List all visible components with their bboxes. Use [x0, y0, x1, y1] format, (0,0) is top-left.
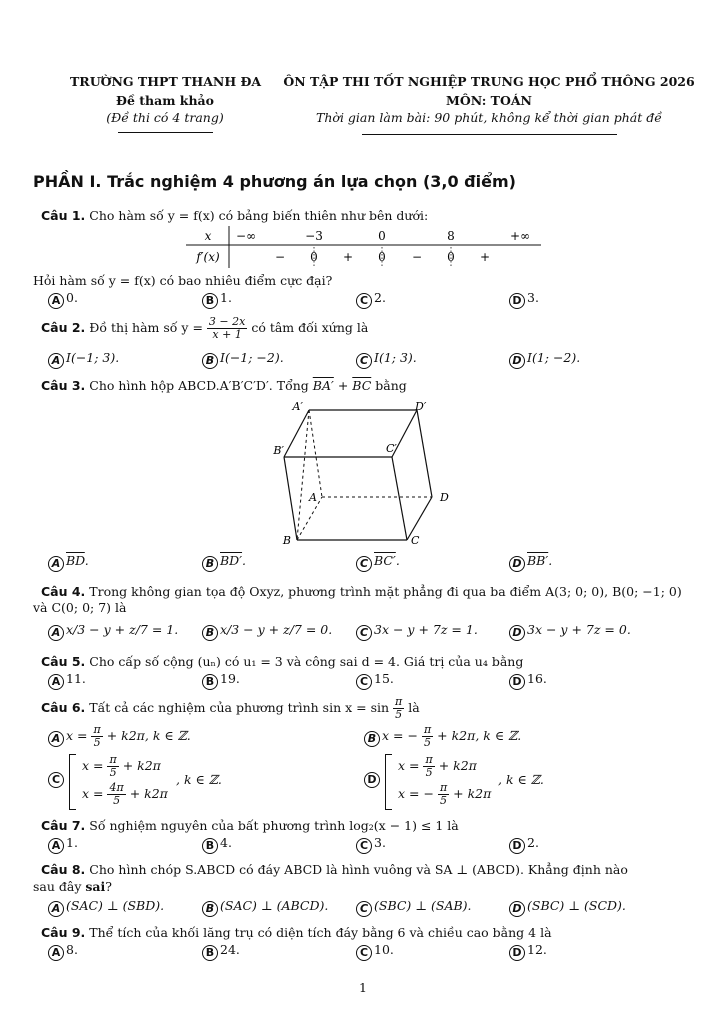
q9-option-c-text: 10.	[374, 942, 394, 957]
vt-sign-1: −	[274, 250, 286, 264]
q5-option-d[interactable]	[509, 671, 547, 690]
q5-option-d-text: 16.	[527, 671, 547, 686]
q6-c-frac-1	[107, 754, 118, 779]
vt-x-header: x	[204, 229, 212, 243]
q6-a-lhs: x =	[66, 728, 88, 743]
option-letter-b: B	[202, 838, 218, 854]
option-letter-b: B	[202, 945, 218, 961]
q7-option-d-text: 2.	[527, 835, 539, 850]
q7-text: Số nghiệm nguyên của bất phương trình log₂(x − 1) ≤ 1 là	[89, 818, 459, 833]
option-letter-a: A	[48, 556, 64, 572]
q5-label: Câu 5.	[41, 654, 86, 669]
q6-d-bracket	[385, 754, 392, 810]
point-a-prime: A′	[292, 400, 303, 413]
q6-d-rest-1: + k2π	[438, 758, 477, 773]
q4-option-b-text: x/3 − y + z/7 = 0.	[220, 622, 333, 637]
option-letter-d: D	[364, 772, 380, 788]
q6-c-rest-2: + k2π	[129, 786, 168, 801]
q6-c-line-1	[82, 754, 161, 779]
q6-c-den-2: 5	[113, 794, 121, 807]
q3-vector-a: BA′	[312, 378, 334, 393]
q6-a-frac	[91, 724, 102, 749]
q1-option-a-text: 0.	[66, 290, 78, 305]
option-letter-b: B	[202, 901, 218, 917]
vt-x-neg-inf: −∞	[235, 229, 257, 243]
q4-option-a[interactable]	[48, 622, 178, 641]
option-letter-d: D	[509, 838, 525, 854]
q7-option-d[interactable]	[509, 835, 539, 854]
q8-option-b-text: (SAC) ⊥ (ABCD).	[220, 898, 329, 913]
q5-option-c-text: 15.	[374, 671, 394, 686]
vt-zero-3: 0	[447, 250, 455, 264]
point-c: C	[411, 534, 420, 547]
q5-option-b-text: 19.	[220, 671, 240, 686]
q6-d-line-2	[398, 782, 491, 807]
option-letter-c: C	[356, 625, 372, 641]
option-letter-c: C	[356, 901, 372, 917]
q8-option-b[interactable]	[202, 898, 328, 917]
q6-d-den-2: 5	[440, 794, 448, 807]
vt-x-pos-inf: +∞	[509, 229, 531, 243]
q6-d-num-1: π	[425, 753, 433, 766]
q2-frac-den: x + 1	[212, 328, 242, 341]
option-letter-b: B	[202, 674, 218, 690]
q8-option-d-text: (SBC) ⊥ (SCD).	[527, 898, 626, 913]
q6-d-lhs-1: x =	[398, 758, 420, 773]
q2-label: Câu 2.	[41, 320, 86, 335]
option-letter-d: D	[509, 556, 525, 572]
q1-question: Hỏi hàm số y = f(x) có bao nhiêu điểm cực đại?	[33, 273, 333, 288]
q7-option-b[interactable]	[202, 835, 232, 854]
question-7	[41, 818, 459, 833]
q8-option-a[interactable]	[48, 898, 164, 917]
q6-a-num: π	[93, 723, 101, 736]
question-8	[41, 862, 628, 877]
q5-text: Cho cấp số cộng (uₙ) có u₁ = 3 và công sai d = 4. Giá trị của u₄ bằng	[89, 654, 524, 669]
q6-option-c[interactable]	[48, 752, 308, 812]
q6-b-frac	[422, 724, 433, 749]
q9-option-b[interactable]	[202, 942, 240, 961]
q6-c-suffix: , k ∈ ℤ.	[176, 772, 222, 787]
option-letter-b: B	[364, 731, 380, 747]
q2-option-a[interactable]	[48, 350, 119, 369]
question-6	[41, 696, 420, 721]
q6-a-den: 5	[93, 736, 101, 749]
q3-text-a: Cho hình hộp ABCD.A′B′C′D′. Tổng	[89, 378, 309, 393]
q6-c-rest-1: + k2π	[122, 758, 161, 773]
q8-option-a-text: (SAC) ⊥ (SBD).	[66, 898, 165, 913]
q8-text-2-bold: sai	[85, 879, 106, 894]
q2-option-c[interactable]	[356, 350, 417, 369]
q3-option-b[interactable]: B BD′.	[202, 553, 246, 572]
q8-text-2-b: ?	[105, 879, 112, 894]
q9-option-b-text: 24.	[220, 942, 240, 957]
header-right-rule	[362, 134, 617, 135]
option-letter-d: D	[509, 293, 525, 309]
q6-option-a[interactable]	[48, 724, 191, 749]
option-letter-d: D	[509, 674, 525, 690]
q4-label: Câu 4.	[41, 584, 86, 599]
q1-option-d-text: 3.	[527, 290, 539, 305]
school-name: TRƯỜNG THPT THANH ĐA	[70, 74, 262, 89]
q9-option-d[interactable]	[509, 942, 547, 961]
vt-x-eight: 8	[447, 229, 455, 243]
q5-option-b[interactable]	[202, 671, 240, 690]
option-letter-c: C	[356, 293, 372, 309]
q6-fraction	[393, 696, 404, 721]
q8-label: Câu 8.	[41, 862, 86, 877]
q6-d-frac-2	[438, 782, 449, 807]
q1-option-d[interactable]	[509, 290, 539, 309]
q8-text-2	[33, 879, 112, 894]
q7-option-c[interactable]	[356, 835, 386, 854]
q6-frac-num: π	[395, 695, 403, 708]
q6-b-lhs: x = −	[382, 728, 418, 743]
q6-d-lhs-2: x = −	[398, 786, 434, 801]
q6-c-line-2	[82, 782, 168, 807]
q6-c-lhs-2: x =	[82, 786, 104, 801]
q6-b-den: 5	[424, 736, 432, 749]
q4-text: Trong không gian tọa độ Oxyz, phương trình mặt phẳng đi qua ba điểm A(3; 0; 0), B(0; −1; 0)	[89, 584, 682, 599]
option-letter-b: B	[202, 625, 218, 641]
option-letter-a: A	[48, 731, 64, 747]
q3-option-c-text: BC′	[374, 553, 396, 568]
subject: MÔN: TOÁN	[446, 93, 532, 108]
q4-option-c-text: 3x − y + 7z = 1.	[374, 622, 478, 637]
q1-text: Cho hàm số y = f(x) có bảng biến thiên như bên dưới:	[89, 208, 429, 223]
q9-option-c[interactable]	[356, 942, 394, 961]
q9-text: Thể tích của khối lăng trụ có diện tích đáy bằng 6 và chiều cao bằng 4 là	[89, 925, 552, 940]
point-a: A	[309, 491, 317, 504]
q6-c-frac-2	[107, 782, 125, 807]
q4-option-c[interactable]	[356, 622, 478, 641]
option-letter-b: B	[202, 556, 218, 572]
option-letter-a: A	[48, 901, 64, 917]
q2-option-b-text: I(−1; −2).	[220, 350, 284, 365]
q8-option-d[interactable]	[509, 898, 626, 917]
option-letter-b: B	[202, 293, 218, 309]
q3-plus: +	[337, 378, 349, 393]
point-c-prime: C′	[386, 442, 397, 455]
q1-option-a[interactable]	[48, 290, 78, 309]
q6-c-den-1: 5	[109, 766, 117, 779]
q2-text-a: Đồ thị hàm số y =	[89, 320, 203, 335]
q1-option-b-text: 1.	[220, 290, 232, 305]
q7-option-c-text: 3.	[374, 835, 386, 850]
question-4	[41, 584, 682, 599]
q1-option-b[interactable]	[202, 290, 232, 309]
point-d: D	[440, 491, 449, 504]
q3-option-d-text: BB′	[527, 553, 549, 568]
vt-sign-3: −	[411, 250, 423, 264]
q8-option-c[interactable]	[356, 898, 472, 917]
q6-d-num-2: π	[439, 781, 448, 794]
q6-d-den-1: 5	[425, 766, 433, 779]
q6-d-suffix: , k ∈ ℤ.	[498, 772, 544, 787]
option-letter-c: C	[356, 353, 372, 369]
point-d-prime: D′	[415, 400, 427, 413]
q3-option-a-text: $\overline{BD}$	[66, 553, 85, 568]
q7-option-a[interactable]	[48, 835, 78, 854]
q2-fraction	[207, 316, 247, 341]
q3-option-a[interactable]: A $\overline{BD}$.	[48, 553, 89, 572]
point-b: B	[282, 534, 291, 547]
q5-option-c[interactable]	[356, 671, 394, 690]
option-letter-a: A	[48, 674, 64, 690]
question-3	[41, 378, 407, 393]
section-title: PHẦN I. Trắc nghiệm 4 phương án lựa chọn (3,0 điểm)	[33, 172, 516, 191]
q4-option-a-text: x/3 − y + z/7 = 1.	[66, 622, 179, 637]
q6-c-num-2: 4π	[109, 781, 124, 794]
q2-option-d[interactable]	[509, 350, 580, 369]
q6-d-line-1	[398, 754, 477, 779]
option-letter-c: C	[48, 772, 64, 788]
q3-option-c[interactable]: C BC′.	[356, 553, 400, 572]
question-2	[41, 316, 368, 341]
q6-d-frac-1	[423, 754, 434, 779]
option-letter-c: C	[356, 945, 372, 961]
vt-zero-2: 0	[378, 250, 386, 264]
q3-text-b: bằng	[375, 378, 407, 393]
q7-option-b-text: 4.	[220, 835, 232, 850]
q2-option-a-text: I(−1; 3).	[66, 350, 120, 365]
q4-text-2: và C(0; 0; 7) là	[33, 600, 127, 615]
q2-option-b[interactable]	[202, 350, 284, 369]
question-9	[41, 925, 552, 940]
q6-b-rest: + k2π, k ∈ ℤ.	[437, 728, 522, 743]
q6-option-b[interactable]	[364, 724, 521, 749]
option-letter-c: C	[356, 556, 372, 572]
question-1	[41, 208, 428, 223]
q3-option-d[interactable]: D BB′.	[509, 553, 552, 572]
q6-b-num: π	[423, 723, 432, 736]
page-number: 1	[359, 980, 367, 995]
vt-x-minus3: −3	[305, 229, 323, 243]
q3-label: Câu 3.	[41, 378, 86, 393]
q8-text-2-a: sau đây	[33, 879, 86, 894]
option-letter-d: D	[509, 353, 525, 369]
q6-label: Câu 6.	[41, 700, 86, 715]
pages-note: (Đề thi có 4 trang)	[106, 110, 224, 125]
option-letter-c: C	[356, 838, 372, 854]
time-note: Thời gian làm bài: 90 phút, không kể thời gian phát đề	[316, 110, 662, 125]
q5-option-a-text: 11.	[66, 671, 86, 686]
doc-type: Đề tham khảo	[116, 93, 214, 108]
q3-option-b-text: BD′	[220, 553, 243, 568]
header-left-rule	[118, 132, 213, 133]
q8-option-c-text: (SBC) ⊥ (SAB).	[374, 898, 472, 913]
q6-option-d[interactable]	[364, 752, 624, 812]
q1-option-c[interactable]	[356, 290, 386, 309]
q8-text: Cho hình chóp S.ABCD có đáy ABCD là hình vuông và SA ⊥ (ABCD). Khẳng định nào	[89, 862, 628, 877]
q6-c-bracket	[69, 754, 76, 810]
parallelepiped-figure	[272, 400, 462, 550]
q4-option-d[interactable]	[509, 622, 631, 641]
q9-option-a[interactable]	[48, 942, 78, 961]
q9-option-a-text: 8.	[66, 942, 78, 957]
option-letter-d: D	[509, 945, 525, 961]
vt-f-header: f′(x)	[196, 250, 220, 264]
q6-text-b: là	[408, 700, 420, 715]
q5-option-a[interactable]	[48, 671, 86, 690]
vt-sign-4: +	[479, 250, 491, 264]
option-letter-b: B	[202, 353, 218, 369]
variation-table	[186, 226, 546, 270]
q4-option-b[interactable]	[202, 622, 332, 641]
q6-text-a: Tất cả các nghiệm của phương trình sin x = sin	[89, 700, 390, 715]
q7-label: Câu 7.	[41, 818, 86, 833]
option-letter-a: A	[48, 945, 64, 961]
vt-sign-2: +	[342, 250, 354, 264]
q9-option-d-text: 12.	[527, 942, 547, 957]
point-b-prime: B′	[273, 444, 284, 457]
q6-c-lhs-1: x =	[82, 758, 104, 773]
option-letter-a: A	[48, 838, 64, 854]
option-letter-a: A	[48, 353, 64, 369]
option-letter-a: A	[48, 293, 64, 309]
q6-d-rest-2: + k2π	[453, 786, 492, 801]
option-letter-a: A	[48, 625, 64, 641]
vt-x-zero: 0	[378, 229, 386, 243]
question-5	[41, 654, 523, 669]
q1-label: Câu 1.	[41, 208, 86, 223]
q6-c-num-1: π	[109, 753, 117, 766]
q2-option-c-text: I(1; 3).	[374, 350, 417, 365]
option-letter-d: D	[509, 901, 525, 917]
q2-text-b: có tâm đối xứng là	[251, 320, 369, 335]
q1-option-c-text: 2.	[374, 290, 386, 305]
q4-option-d-text: 3x − y + 7z = 0.	[527, 622, 631, 637]
q3-vector-b: $\overline{BC}$	[352, 378, 372, 393]
q6-frac-den: 5	[395, 708, 403, 721]
q2-option-d-text: I(1; −2).	[527, 350, 581, 365]
q7-option-a-text: 1.	[66, 835, 78, 850]
q2-frac-num: 3 − 2x	[208, 315, 246, 328]
exam-title: ÔN TẬP THI TỐT NGHIỆP TRUNG HỌC PHỔ THÔNG 2026	[283, 74, 695, 89]
q6-a-rest: + k2π, k ∈ ℤ.	[106, 728, 191, 743]
q9-label: Câu 9.	[41, 925, 86, 940]
option-letter-c: C	[356, 674, 372, 690]
option-letter-d: D	[509, 625, 525, 641]
vt-zero-1: 0	[310, 250, 318, 264]
